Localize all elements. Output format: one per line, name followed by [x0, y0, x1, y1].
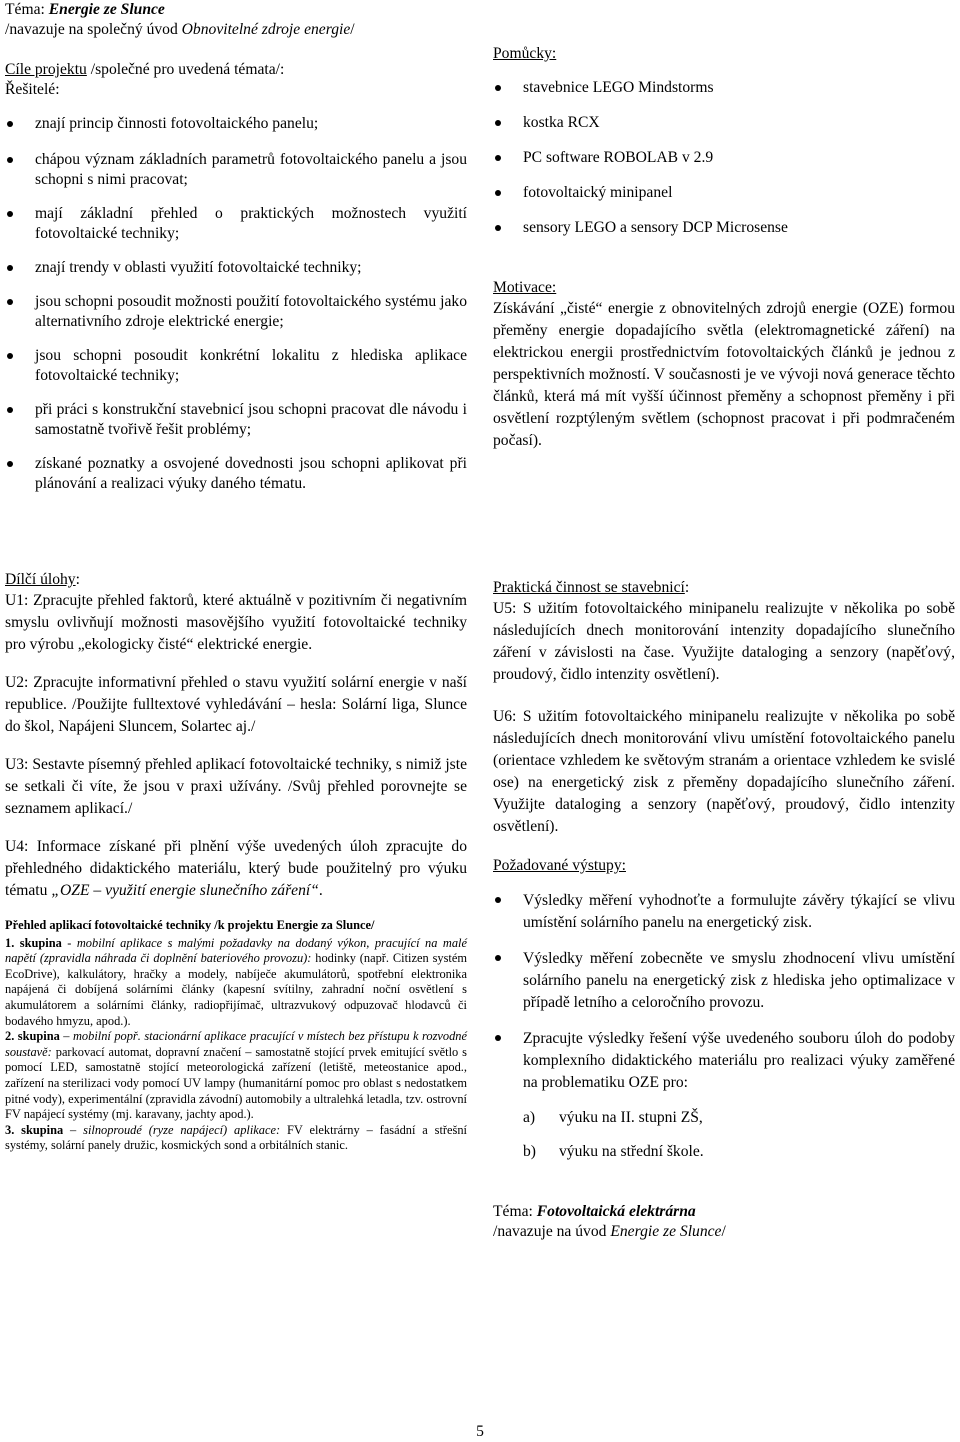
intro-topic: Obnovitelné zdroje energie [181, 21, 351, 38]
theme-title: Energie ze Slunce [48, 1, 165, 18]
practical-heading: Praktická činnost se stavebnicí [493, 579, 685, 596]
group-3: 3. skupina – silnoproudé (ryze napájecí) aplikace: FV elektrárny – fasádní a střešní systémy, solární panely družic, kosmických sond a orbitálních stanic. [5, 1122, 467, 1153]
goal-item: získané poznatky a osvojené dovednosti jsou schopni aplikovat při plánování a realizaci výuky daného tématu. [5, 454, 467, 494]
goal-item: znají trendy v oblasti využití fotovoltaické techniky; [5, 258, 467, 278]
theme-line [5, 0, 467, 20]
goal-item: chápou význam základních parametrů fotovoltaického panelu a jsou schopni s nimi pracovat; [5, 150, 467, 190]
goals-list [5, 114, 467, 494]
tasks-heading-line: Dílčí úlohy: [5, 571, 80, 588]
applications-overview [5, 918, 467, 1154]
page-number: 5 [476, 1423, 484, 1440]
u4-topic: „OZE – využití energie slunečního záření“ [51, 882, 319, 899]
next-intro-line: /navazuje na úvod Energie ze Slunce/ [493, 1223, 726, 1240]
tool-item: PC software ROBOLAB v 2.9 [493, 148, 955, 168]
goal-item: jsou schopni posoudit konkrétní lokalitu z hlediska aplikace fotovoltaické techniky; [5, 346, 467, 386]
motivation-heading: Motivace: [493, 279, 557, 296]
right-top-column [493, 44, 955, 452]
tools-list [493, 78, 955, 238]
goal-item: jsou schopni posoudit možnosti použití fotovoltaického systému jako alternativního zdroje elektrické energie; [5, 292, 467, 332]
tools-heading: Pomůcky: [493, 45, 557, 62]
tasks-heading: Dílčí úlohy [5, 571, 76, 588]
left-top-column [5, 0, 467, 494]
option-a: a) výuku na II. stupni ZŠ, [523, 1109, 703, 1126]
outputs-list [493, 890, 955, 1094]
intro-line: /navazuje na společný úvod Obnovitelné zdroje energie/ [5, 21, 355, 38]
group-2: 2. skupina – mobilní popř. stacionární aplikace pracující v místech bez přístupu k rozvodné soustavě: parkovací automat, dopravní značení – samostatně stojící prvek emitující světlo s pomocí LED, samostatně stojící meteorologická zařízení (letiště, meteostanice apod., zařízení na sterilizaci vody pomocí UV lampy (humanitární pomoc pro oblast s nedostatkem pitné vody), experimentální (zpravidla závodní) automobily a ultralehká letadla, tzv. ostrovní FV napájecí systémy (mj. karavany, jachty apod.). [5, 1029, 467, 1122]
solvers-label: Řešitelé: [5, 81, 60, 98]
goal-item: znají princip činnosti fotovoltaického panelu; [5, 114, 467, 134]
task-u5: U5: S užitím fotovoltaického minipanelu realizujte v několika po sobě následujících dnech monitorování intenzity dopadajícího slunečního záření v závislosti na čase. Využijte dataloging a senzory (napěťový, proudový, čidlo intenzity osvětlení). [493, 600, 955, 683]
goals-heading-line: Cíle projektu /společné pro uvedená témata/: [5, 61, 285, 78]
output-item: Výsledky měření vyhodnoťte a formulujte závěry týkající se vlivu umístění solárního panelu na energetický zisk. [493, 890, 955, 934]
output-item: Zpracujte výsledky řešení výše uvedeného souboru úloh do podoby komplexního didaktického materiálu pro realizaci výuky zaměřené na problematiku OZE pro: [493, 1028, 955, 1094]
output-item: Výsledky měření zobecněte ve smyslu zhodnocení vlivu umístění solárního panelu na energetický zisk z hlediska jeho optimalizace v případě letního a celoročního provozu. [493, 948, 955, 1014]
goals-heading: Cíle projektu [5, 61, 87, 78]
group-1: 1. skupina - mobilní aplikace s malými požadavky na dodaný výkon, pracující na malé napětí (zpravidla náhrada či doplnění bateriového provozu): hodinky (např. Citizen systém EcoDrive), kalkulátory, hračky a modely, nabíječe akumulátorů, spotřební elektronika napájená či dobíjená solárními články (kapesní svítilny, zahradní noční osvětlení s akumulátorem a solárními články, radiopřijímač, ultrazvukový odpuzovač hlodavců či bodavého hmyzu, apod.). [5, 935, 467, 1028]
task-u1: U1: Zpracujte přehled faktorů, které aktuálně v pozitivním či negativním smyslu ovlivňují možnosti masovějšího využití fotovoltaické techniky pro výrobu „ekologicky čisté“ elektrické energie. [5, 592, 467, 653]
task-u3: U3: Sestavte písemný přehled aplikací fotovoltaické techniky, s nimiž jste se setkali či víte, že jsou v praxi užívány. /Svůj přehled porovnejte se seznamem aplikací./ [5, 756, 467, 817]
tool-item: kostka RCX [493, 113, 955, 133]
goal-item: mají základní přehled o praktických možnostech využití fotovoltaické techniky; [5, 204, 467, 244]
task-u2: U2: Zpracujte informativní přehled o stavu využití solární energie v naší republice. /Použijte fulltextové vyhledávání – hesla: Solární liga, Slunce do škol, Napájeni Sluncem, Solartec aj./ [5, 674, 467, 735]
overview-title: Přehled aplikací fotovoltaické techniky /k projektu Energie za Slunce/ [5, 918, 375, 932]
motivation-text: Získávání „čisté“ energie z obnovitelných zdrojů energie (OZE) formou přeměny energie dopadajícího světla (elektromagnetické záření) na elektrickou energii prostřednictvím fotovoltaických článků je jednou z perspektivních možností. V současnosti je ve vývoji nová generace těchto článků, která má mít vyšší účinnost přeměny a schopnost přeměny i při osvětlení rozptýleným světlem (schopnost pracovat i při podmračeném počasí). [493, 300, 955, 449]
option-b: b) výuku na střední škole. [523, 1143, 704, 1160]
tool-item: sensory LEGO a sensory DCP Microsense [493, 218, 955, 238]
outputs-heading: Požadované výstupy: [493, 857, 626, 874]
next-theme-line: Téma: Fotovoltaická elektrárna [493, 1203, 696, 1220]
next-theme-title: Fotovoltaická elektrárna [536, 1203, 696, 1220]
theme-label: Téma: [5, 1, 45, 18]
task-u6: U6: S užitím fotovoltaického minipanelu realizujte v několika po sobě následujících dnech monitorování vlivu umístění fotovoltaického panelu (orientace vzhledem ke světovým stranám a orientace vzhledem ke svislé ose) na energetický zisk z přeměny dopadajícího slunečního záření. Využijte dataloging a senzory (napěťový, proudový, čidlo intenzity osvětlení). [493, 708, 955, 835]
tool-item: fotovoltaický minipanel [493, 183, 955, 203]
goal-item: při práci s konstrukční stavebnicí jsou schopni pracovat dle návodu i samostatně tvořivě řešit problémy; [5, 400, 467, 440]
tool-item: stavebnice LEGO Mindstorms [493, 78, 955, 98]
task-u4: U4: Informace získané při plnění výše uvedených úloh zpracujte do přehledného didaktického materiálu, který bude použitelný pro výuku tématu „OZE – využití energie slunečního záření“. [5, 838, 467, 899]
left-bottom-column [5, 570, 467, 1154]
right-bottom-column [493, 578, 955, 1242]
practical-heading-line: Praktická činnost se stavebnicí: [493, 579, 690, 596]
